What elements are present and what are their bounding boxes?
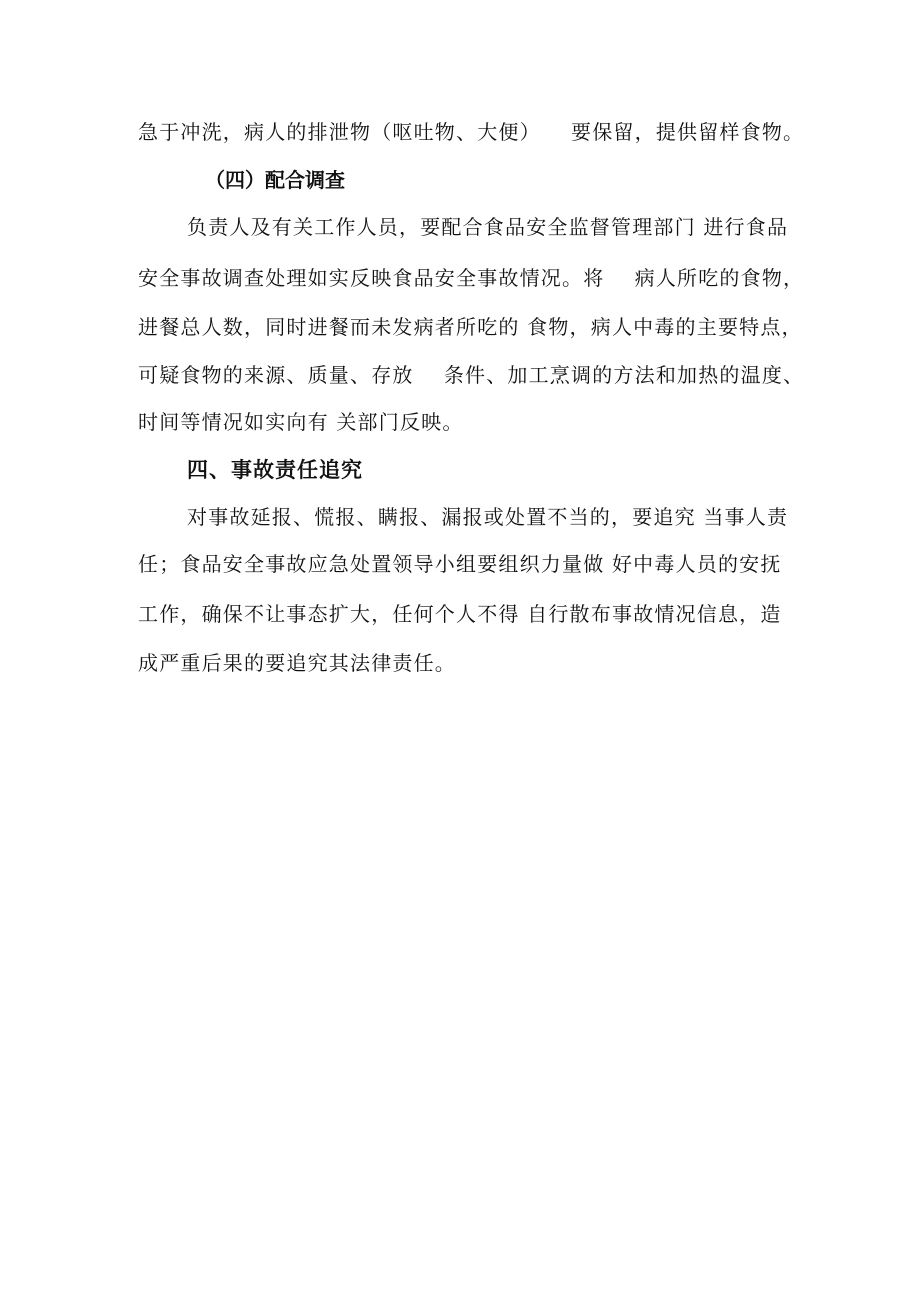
- body-text-line: 进餐总人数，同时进餐而未发病者所吃的 食物，病人中毒的主要特点，: [138, 315, 803, 339]
- body-text-line: 时间等情况如实向有 关部门反映。: [138, 410, 464, 434]
- body-text-line: 任；食品安全事故应急处置领导小组要组织力量做 好中毒人员的安抚: [138, 552, 782, 576]
- section-heading-accountability: 四、事故责任追究: [187, 458, 363, 482]
- body-text-line: 成严重后果的要追究其法律责任。: [138, 651, 456, 675]
- body-text-line: 急于冲洗，病人的排泄物（呕吐物、大便） 要保留，提供留样食物。: [138, 120, 805, 144]
- section-heading-cooperate: （四）配合调查: [205, 168, 345, 192]
- body-text-line: 工作，确保不让事态扩大，任何个人不得 自行散布事故情况信息，造: [138, 602, 782, 626]
- body-text-line: 可疑食物的来源、质量、存放 条件、加工烹调的方法和加热的温度、: [138, 363, 805, 387]
- body-text-line: 对事故延报、慌报、瞒报、漏报或处置不当的，要追究 当事人责: [187, 505, 789, 529]
- body-text-line: 安全事故调查处理如实反映食品安全事故情况。将 病人所吃的食物，: [138, 266, 805, 290]
- body-text-line: 负责人及有关工作人员，要配合食品安全监督管理部门 进行食品: [187, 215, 789, 239]
